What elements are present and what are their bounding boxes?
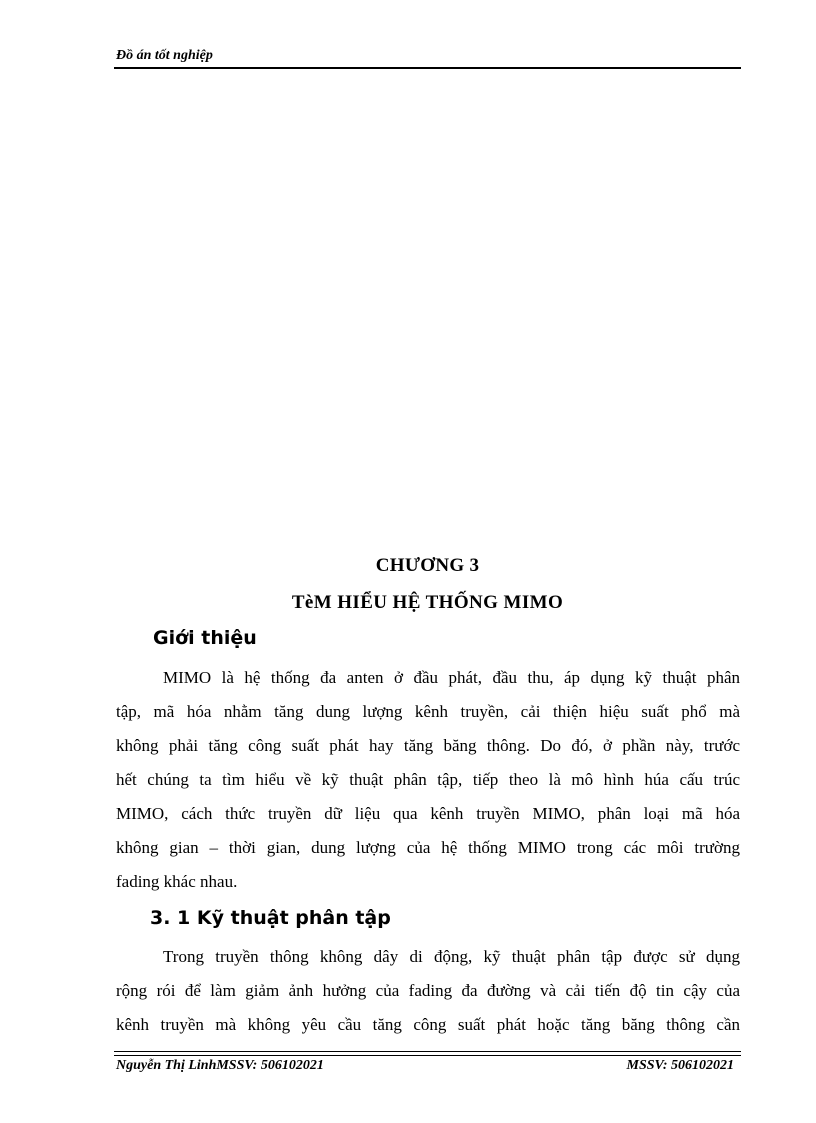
intro-heading: Giới thiệu xyxy=(153,627,257,649)
paragraph-line: Trong truyền thông không dây di động, kỹ thuật phân tập được sử dụng xyxy=(163,947,740,966)
paragraph-line: fading khác nhau. xyxy=(116,872,238,891)
footer-author: Nguyễn Thị LinhMSSV: 506102021 xyxy=(116,1058,324,1073)
footer-rule xyxy=(114,1051,741,1052)
intro-paragraph xyxy=(116,661,740,899)
paragraph-line: tập, mã hóa nhằm tăng dung lượng kênh truyền, cải thiện hiệu suất phổ mà xyxy=(116,702,740,721)
paragraph-line: không phải tăng công suất phát hay tăng băng thông. Do đó, ở phần này, trước xyxy=(116,736,740,755)
section-3-1-paragraph xyxy=(116,940,740,1042)
footer-rule xyxy=(114,1055,741,1056)
header-title: Đồ án tốt nghiệp xyxy=(116,48,213,63)
chapter-title: TèM HIỂU HỆ THỐNG MIMO xyxy=(291,592,564,613)
paragraph-line: hết chúng ta tìm hiểu về kỹ thuật phân tập, tiếp theo là mô hình húa cấu trúc xyxy=(116,770,740,789)
header-rule xyxy=(114,67,741,69)
footer-student-id: MSSV: 506102021 xyxy=(626,1058,734,1073)
paragraph-line: không gian – thời gian, dung lượng của hệ thống MIMO trong các môi trường xyxy=(116,838,740,857)
chapter-number: CHƯƠNG 3 xyxy=(375,555,480,576)
paragraph-line: MIMO là hệ thống đa anten ở đầu phát, đầu thu, áp dụng kỹ thuật phân xyxy=(163,668,740,687)
section-3-1-heading: 3. 1 Kỹ thuật phân tập xyxy=(150,907,391,929)
paragraph-line: kênh truyền mà không yêu cầu tăng công suất phát hoặc tăng băng thông cần xyxy=(116,1015,740,1034)
paragraph-line: rộng rói để làm giảm ảnh hưởng của fading đa đường và cải tiến độ tin cậy của xyxy=(116,981,740,1000)
paragraph-line: MIMO, cách thức truyền dữ liệu qua kênh truyền MIMO, phân loại mã hóa xyxy=(116,804,740,823)
